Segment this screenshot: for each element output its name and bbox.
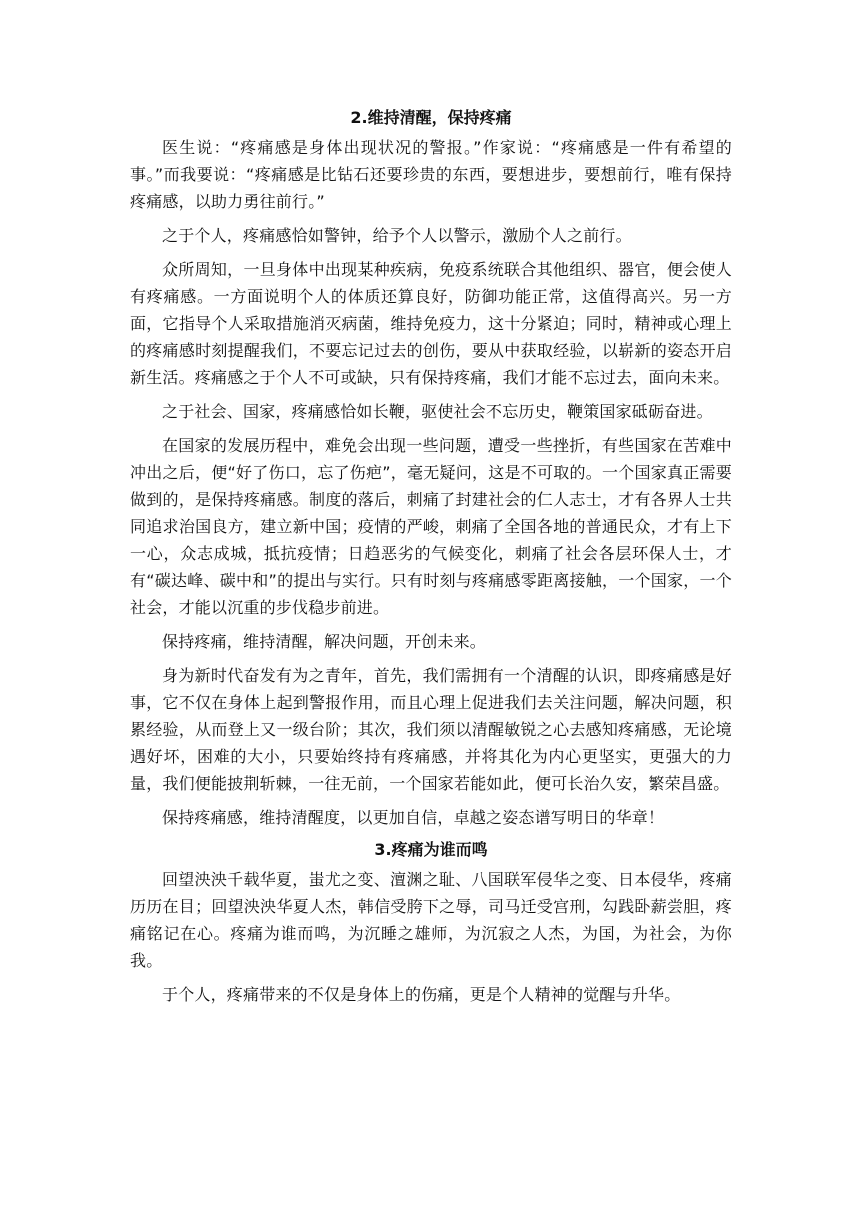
section-2-title: 2.维持清醒，保持疼痛 [350, 108, 512, 127]
section-3-paragraph-2: 于个人，疼痛带来的不仅是身体上的伤痛，更是个人精神的觉醒与升华。 [162, 985, 681, 1004]
section-2-paragraph-7: 身为新时代奋发有为之青年，首先，我们需拥有一个清醒的认识，即疼痛感是好事，它不仅在身体上起到警报作用，而且心理上促进我们去关注问题，解决问题，积累经验，从而登上又一级台阶；其次，我们须以清醒敏锐之心去感知疼痛感，无论境遇好坏，困难的大小，只要始终持有疼痛感，并将其化为内心更坚实，更强大的力量，我们便能披荆斩棘，一往无前，一个国家若能如此，便可长治久安，繁荣昌盛。 [130, 666, 732, 793]
section-2-paragraph-2: 之于个人，疼痛感恰如警钟，给予个人以警示，激励个人之前行。 [162, 226, 632, 245]
section-2-paragraph-4: 之于社会、国家，疼痛感恰如长鞭，驱使社会不忘历史，鞭策国家砥砺奋进。 [162, 402, 713, 421]
section-3-title: 3.疼痛为谁而鸣 [374, 840, 488, 859]
section-2-paragraph-6: 保持疼痛，维持清醒，解决问题，开创未来。 [162, 632, 487, 651]
section-2-paragraph-5: 在国家的发展历程中，难免会出现一些问题，遭受一些挫折，有些国家在苦难中冲出之后，便“好了伤口，忘了伤疤”，毫无疑问，这是不可取的。一个国家真正需要做到的，是保持疼痛感。制度的落后，刺痛了封建社会的仁人志士，才有各界人士共同追求治国良方，建立新中国；疫情的严峻，刺痛了全国各地的普通民众，才有上下一心，众志成城，抵抗疫情；日趋恶劣的气候变化，刺痛了社会各层环保人士，才有“碳达峰、碳中和”的提出与实行。只有时刻与疼痛感零距离接触，一个国家，一个社会，才能以沉重的步伐稳步前进。 [130, 436, 732, 617]
section-2-paragraph-8: 保持疼痛感，维持清醒度，以更加自信，卓越之姿态谱写明日的华章！ [162, 808, 665, 827]
section-2-paragraph-1: 医生说：“疼痛感是身体出现状况的警报。”作家说：“疼痛感是一件有希望的事。”而我要说：“疼痛感是比钻石还要珍贵的东西，要想进步，要想前行，唯有保持疼痛感，以助力勇往前行。” [130, 138, 732, 211]
document-page [130, 106, 732, 1015]
section-2-paragraph-3: 众所周知，一旦身体中出现某种疾病，免疫系统联合其他组织、器官，便会使人有疼痛感。一方面说明个人的体质还算良好，防御功能正常，这值得高兴。另一方面，它指导个人采取措施消灭病菌，维持免疫力，这十分紧迫；同时，精神或心理上的疼痛感时刻提醒我们，不要忘记过去的创伤，要从中获取经验，以崭新的姿态开启新生活。疼痛感之于个人不可或缺，只有保持疼痛，我们才能不忘过去，面向未来。 [130, 260, 732, 387]
section-3-paragraph-1: 回望泱泱千载华夏，蚩尤之变、澶渊之耻、八国联军侵华之变、日本侵华，疼痛历历在目；回望泱泱华夏人杰，韩信受胯下之辱，司马迁受宫刑，勾践卧薪尝胆，疼痛铭记在心。疼痛为谁而鸣，为沉睡之雄师，为沉寂之人杰，为国，为社会，为你我。 [130, 870, 732, 970]
